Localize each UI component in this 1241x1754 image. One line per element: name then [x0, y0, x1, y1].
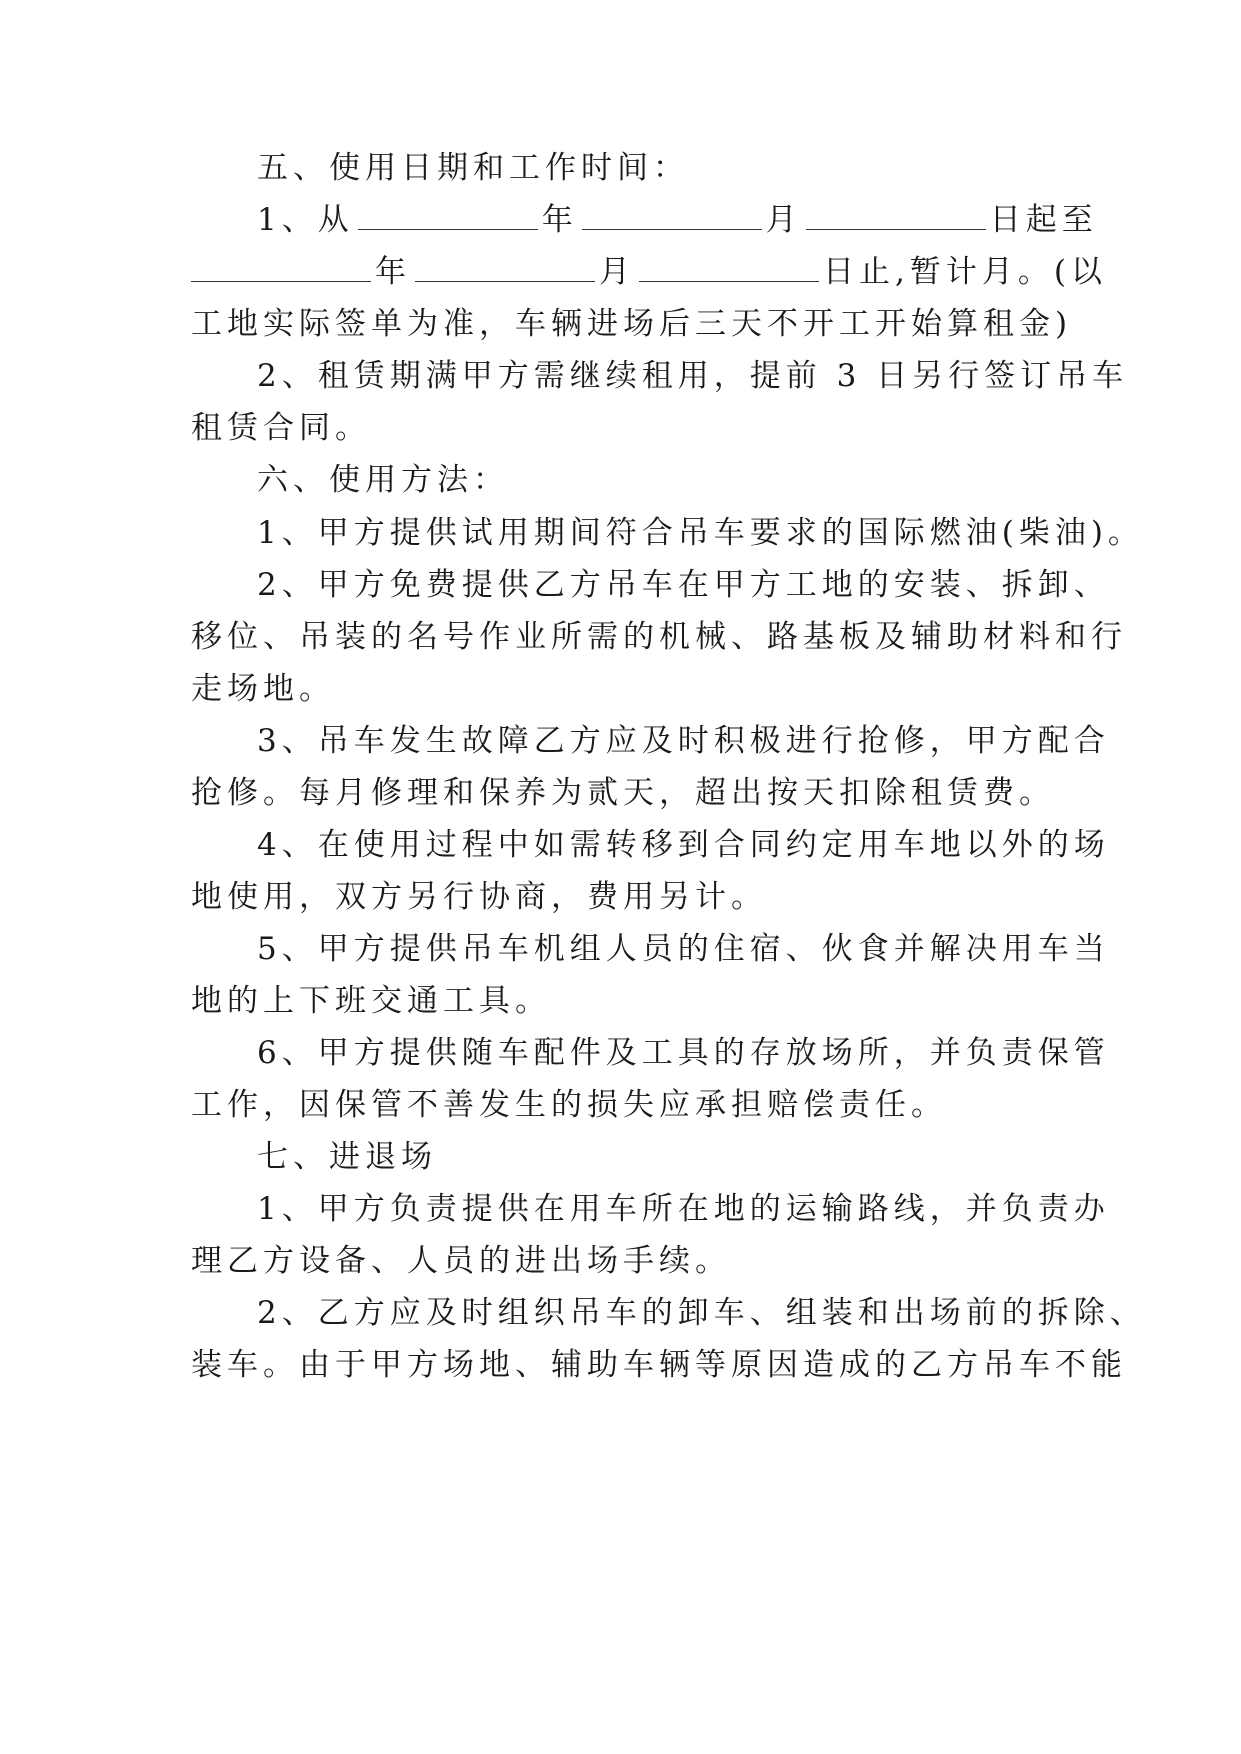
section-heading-6-text: 六、使用方法：	[257, 462, 509, 498]
blank-fill-line	[358, 201, 538, 230]
blank-fill-line	[639, 253, 819, 282]
paragraph-line	[0, 773, 1241, 813]
paragraph-line	[0, 1189, 1241, 1229]
year-label: 年	[375, 254, 411, 290]
paragraph-line	[0, 1033, 1241, 1073]
paragraph-line	[0, 304, 1241, 344]
blank-fill-line	[582, 201, 762, 230]
paragraph-line	[0, 200, 1241, 240]
paragraph-text: 5、甲方提供吊车机组人员的住宿、伙食并解决用车当	[257, 931, 1110, 967]
blank-fill-line	[415, 253, 595, 282]
paragraph-line	[0, 825, 1241, 865]
paragraph-line	[0, 1293, 1241, 1333]
paragraph-line	[0, 408, 1241, 448]
paragraph-text: 2、甲方免费提供乙方吊车在甲方工地的安装、拆卸、	[257, 567, 1110, 603]
paragraph-text: 移位、吊装的名号作业所需的机械、路基板及辅助材料和行	[191, 619, 1127, 655]
paragraph-line	[0, 981, 1241, 1021]
section-heading-5	[0, 148, 1241, 188]
section-heading-6	[0, 460, 1241, 500]
paragraph-text: 装车。由于甲方场地、辅助车辆等原因造成的乙方吊车不能	[191, 1347, 1127, 1383]
paragraph-text: 6、甲方提供随车配件及工具的存放场所，并负责保管	[257, 1035, 1110, 1071]
month-label: 月	[765, 202, 802, 238]
paragraph-line	[0, 1345, 1241, 1385]
section-heading-7-text: 七、进退场	[257, 1139, 437, 1175]
blank-fill-line	[806, 201, 986, 230]
paragraph-line	[0, 929, 1241, 969]
section-heading-5-text: 五、使用日期和工作时间：	[257, 150, 689, 186]
paragraph-text: 地的上下班交通工具。	[191, 983, 551, 1019]
blank-fill-line	[191, 253, 371, 282]
paragraph-text: 1、甲方提供试用期间符合吊车要求的国际燃油(柴油)。	[257, 515, 1144, 551]
paragraph-line	[0, 252, 1241, 292]
paragraph-text: 走场地。	[191, 671, 335, 707]
paragraph-line	[0, 617, 1241, 657]
section-heading-7	[0, 1137, 1241, 1177]
paragraph-line	[0, 513, 1241, 553]
paragraph-text: 理乙方设备、人员的进出场手续。	[191, 1243, 731, 1279]
paragraph-line	[0, 1085, 1241, 1125]
paragraph-text: 工地实际签单为准，车辆进场后三天不开工开始算租金)	[191, 306, 1073, 342]
paragraph-text: 2、租赁期满甲方需继续租用，提前 3 日另行签订吊车	[257, 358, 1129, 394]
paragraph-text: 地使用，双方另行协商，费用另计。	[191, 879, 767, 915]
year-label: 年	[541, 202, 578, 238]
paragraph-text: 1、甲方负责提供在用车所在地的运输路线，并负责办	[257, 1191, 1110, 1227]
day-end-label: 日止,暂计月。(以	[823, 254, 1107, 290]
paragraph-line	[0, 669, 1241, 709]
paragraph-line	[0, 1241, 1241, 1281]
paragraph-text: 租赁合同。	[191, 410, 371, 446]
month-label: 月	[599, 254, 635, 290]
paragraph-text: 抢修。每月修理和保养为贰天，超出按天扣除租赁费。	[191, 775, 1055, 811]
paragraph-line	[0, 877, 1241, 917]
paragraph-text: 工作，因保管不善发生的损失应承担赔偿责任。	[191, 1087, 947, 1123]
paragraph-text: 4、在使用过程中如需转移到合同约定用车地以外的场	[257, 827, 1110, 863]
clause-text: 1、从	[257, 202, 354, 238]
paragraph-line	[0, 565, 1241, 605]
paragraph-line	[0, 721, 1241, 761]
day-label: 日起至	[989, 202, 1098, 238]
paragraph-text: 3、吊车发生故障乙方应及时积极进行抢修，甲方配合	[257, 723, 1110, 759]
paragraph-text: 2、乙方应及时组织吊车的卸车、组装和出场前的拆除、	[257, 1295, 1146, 1331]
paragraph-line	[0, 356, 1241, 396]
